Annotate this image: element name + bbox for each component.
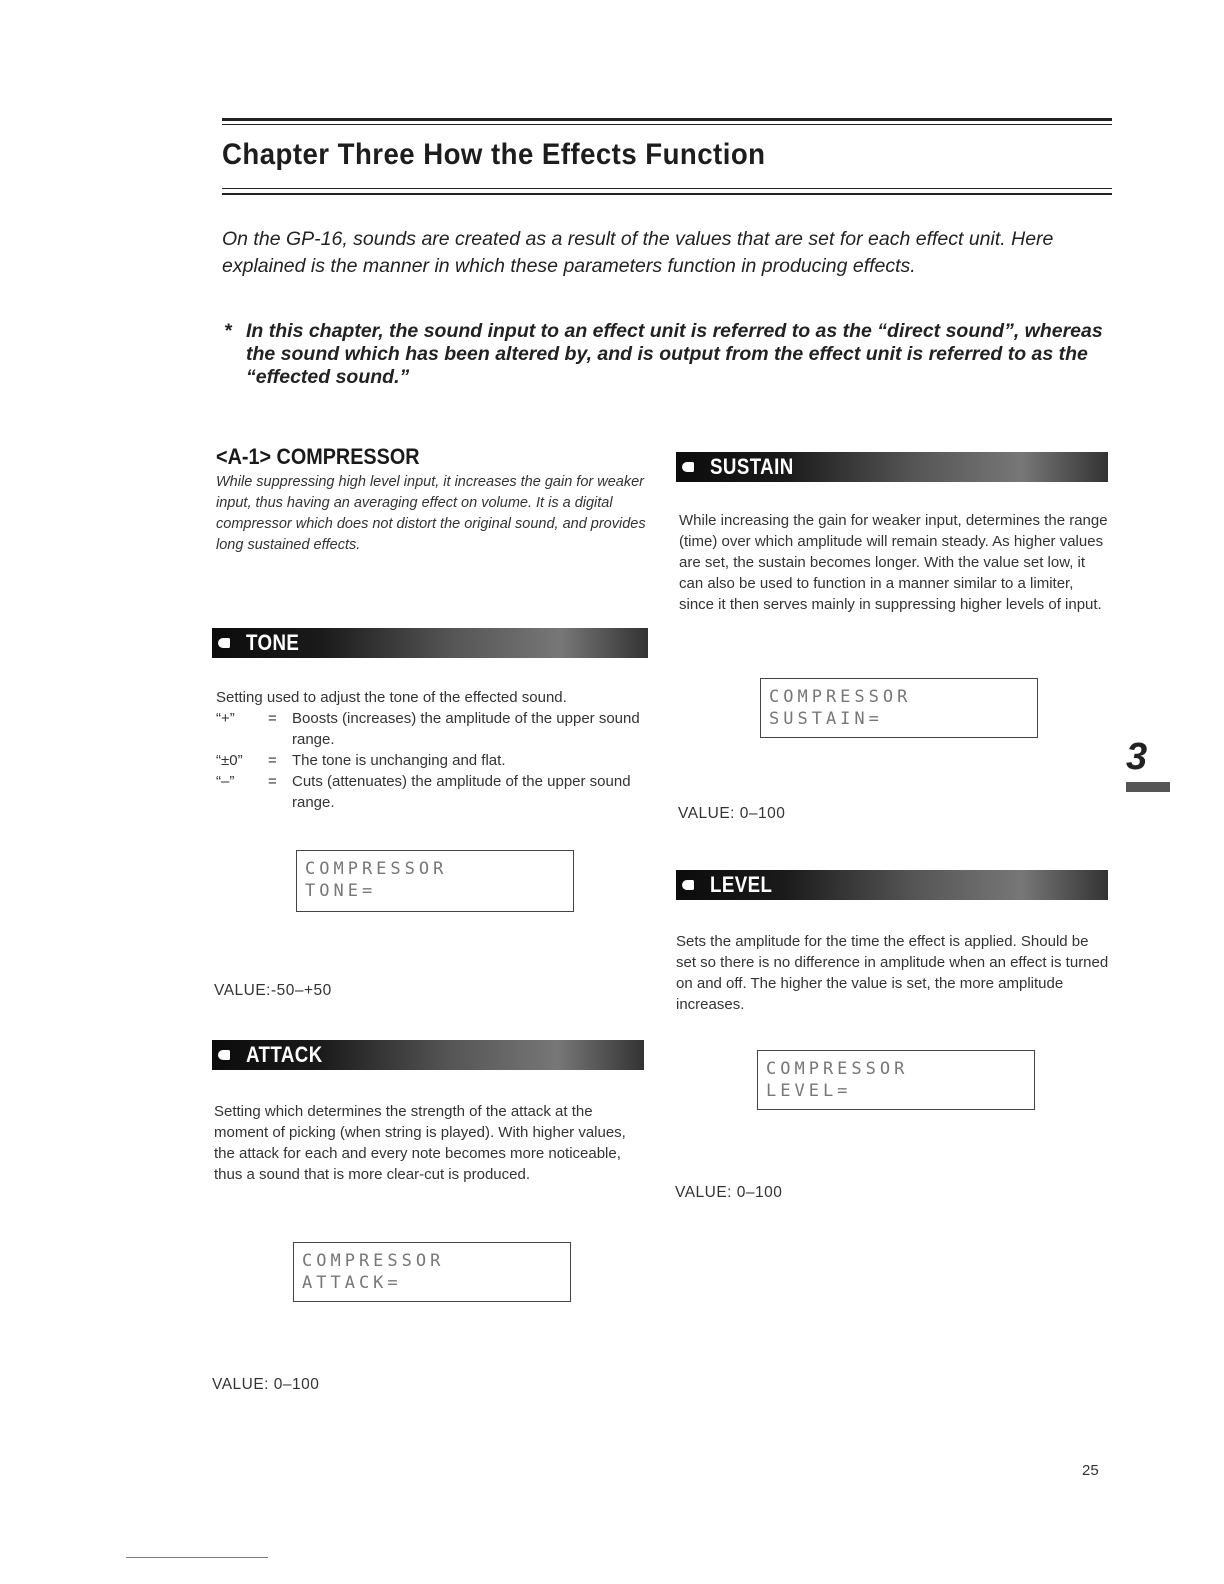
tone-option-equals: =	[268, 752, 277, 769]
title-rule-thin	[222, 188, 1112, 189]
tone-option-equals: =	[268, 710, 277, 727]
note-asterisk: *	[224, 320, 232, 342]
intro-paragraph: On the GP-16, sounds are created as a result of the values that are set for each effect unit. Here explained is the manner in which these parameters function in producing effects.	[222, 228, 1054, 277]
chapter-title: Chapter Three How the Effects Function	[222, 138, 766, 171]
sustain-banner	[676, 452, 1108, 482]
attack-description: Setting which determines the strength of the attack at the moment of picking (when string is played). With higher values, the attack for each and every note becomes more noticeable, thus a sound that is more clear-cut is produced.	[214, 1103, 626, 1183]
level-description: Sets the amplitude for the time the effect is applied. Should be set so there is no difference in amplitude when an effect is turned on and off. The higher the value is set, the more amplitude increases.	[676, 933, 1109, 1013]
sustain-banner-label: SUSTAIN	[710, 454, 794, 479]
tone-value-range: VALUE:-50–+50	[214, 982, 332, 999]
lcd-line-1: COMPRESSOR	[305, 859, 448, 879]
tone-option	[216, 771, 656, 813]
attack-banner	[212, 1040, 644, 1070]
footer-line	[126, 1557, 268, 1558]
bullet-icon	[682, 462, 694, 472]
tone-option	[216, 750, 656, 771]
sustain-value-range: VALUE: 0–100	[678, 805, 786, 822]
level-banner	[676, 870, 1108, 900]
sustain-description: While increasing the gain for weaker input, determines the range (time) over which amplitude will remain steady. As higher values are set, the sustain becomes longer. With the value set low, it can also be used to function in a manner similar to a limiter, since it then serves mainly in suppressing higher levels of input.	[679, 512, 1108, 613]
tone-option-definition: The tone is unchanging and flat.	[292, 752, 506, 769]
lcd-line-2: SUSTAIN=	[769, 709, 883, 729]
title-rule-thick	[222, 193, 1112, 195]
level-value-range: VALUE: 0–100	[675, 1184, 783, 1201]
attack-value-range: VALUE: 0–100	[212, 1376, 320, 1393]
level-lcd-display	[757, 1050, 1035, 1110]
tone-option-symbol: “–”	[216, 773, 235, 790]
bullet-icon	[218, 1050, 230, 1060]
lcd-line-2: TONE=	[305, 881, 377, 901]
bullet-icon	[218, 638, 230, 648]
attack-lcd-display	[293, 1242, 571, 1302]
note-text: In this chapter, the sound input to an effect unit is referred to as the “direct sound”, whereas the sound which has been altered by, and is output from the effect unit is referred to as the “effected sound.”	[246, 320, 1103, 388]
level-banner-label: LEVEL	[710, 872, 773, 897]
tone-lcd-display	[296, 850, 574, 912]
tone-option-symbol: “±0”	[216, 752, 243, 769]
lcd-line-1: COMPRESSOR	[766, 1059, 909, 1079]
tone-option-definition: Boosts (increases) the amplitude of the upper sound range.	[292, 710, 640, 748]
tone-banner	[212, 628, 648, 658]
lcd-line-2: LEVEL=	[766, 1081, 852, 1101]
terminology-note	[222, 320, 1114, 389]
lcd-line-1: COMPRESSOR	[769, 687, 912, 707]
lcd-line-1: COMPRESSOR	[302, 1251, 445, 1271]
lcd-line-2: ATTACK=	[302, 1273, 402, 1293]
bullet-icon	[682, 880, 694, 890]
tone-option-definition: Cuts (attenuates) the amplitude of the upper sound range.	[292, 773, 631, 811]
tone-options-list	[216, 708, 656, 813]
tone-option-equals: =	[268, 773, 277, 790]
compressor-heading: <A-1> COMPRESSOR	[216, 444, 420, 469]
tone-option-symbol: “+”	[216, 710, 235, 727]
tone-option	[216, 708, 656, 750]
top-rule-thin	[222, 124, 1112, 125]
tone-intro: Setting used to adjust the tone of the effected sound.	[216, 689, 567, 706]
page-number: 25	[1082, 1462, 1099, 1479]
top-rule-thick	[222, 118, 1112, 121]
chapter-marker: 3	[1126, 736, 1148, 778]
tone-banner-label: TONE	[246, 630, 300, 655]
compressor-description: While suppressing high level input, it increases the gain for weaker input, thus having an averaging effect on volume. It is a digital compressor which does not distort the original sound, and provides long sustained effects.	[216, 474, 646, 553]
chapter-marker-bar	[1126, 782, 1170, 792]
sustain-lcd-display	[760, 678, 1038, 738]
attack-banner-label: ATTACK	[246, 1042, 323, 1067]
